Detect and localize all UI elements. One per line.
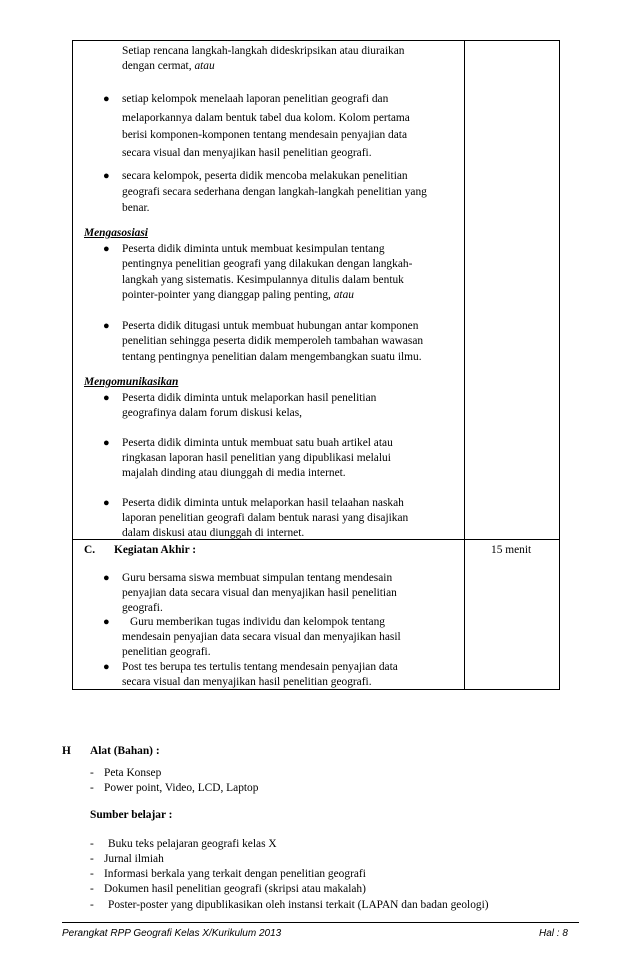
table-text: dalam diskusi atau diunggah di internet.	[122, 527, 305, 539]
dash-marker: -	[90, 853, 94, 865]
table-text: berisi komponen-komponen tentang mendesain penyajian data	[122, 129, 407, 141]
footer-title: Perangkat RPP Geografi Kelas X/Kurikulum 2013	[62, 928, 282, 939]
list-item: Buku teks pelajaran geografi kelas X	[108, 838, 277, 850]
bullet-icon: ●	[103, 572, 110, 584]
duration-label: 15 menit	[491, 544, 532, 556]
dash-marker: -	[90, 868, 94, 880]
table-text: Peserta didik diminta untuk melaporkan hasil penelitian	[122, 392, 377, 404]
list-item: Jurnal ilmiah	[104, 853, 164, 865]
table-text: geografinya dalam forum diskusi kelas,	[122, 407, 302, 419]
section-title-alat: Alat (Bahan) :	[90, 745, 160, 757]
table-text: mendesain penyajian data secara visual dan menyajikan hasil	[122, 631, 401, 643]
table-text: penyajian data secara visual dan menyajikan hasil penelitian	[122, 587, 397, 599]
table-text: pointer-pointer yang dianggap paling penting, atau	[122, 289, 354, 301]
list-item: Power point, Video, LCD, Laptop	[104, 782, 259, 794]
dash-marker: -	[90, 767, 94, 779]
section-letter-c: C.	[84, 544, 96, 556]
table-text: melaporkannya dalam bentuk tabel dua kolom. Kolom pertama	[122, 112, 410, 124]
bullet-icon: ●	[103, 320, 110, 332]
bullet-icon: ●	[103, 661, 110, 673]
table-text: secara visual dan menyajikan hasil penelitian geografi.	[122, 147, 372, 159]
page-number: Hal : 8	[539, 928, 568, 939]
table-text: Setiap rencana langkah-langkah dideskripsikan atau diuraikan	[122, 45, 405, 57]
dash-marker: -	[90, 782, 94, 794]
dash-marker: -	[90, 838, 94, 850]
list-item: Peta Konsep	[104, 767, 162, 779]
bullet-icon: ●	[103, 243, 110, 255]
section-title-sumber: Sumber belajar :	[90, 809, 173, 821]
table-column-divider	[464, 40, 465, 690]
table-text: secara kelompok, peserta didik mencoba melakukan penelitian	[122, 170, 408, 182]
bullet-icon: ●	[103, 392, 110, 404]
table-text: Peserta didik diminta untuk membuat satu buah artikel atau	[122, 437, 393, 449]
table-text: langkah yang sistematis. Kesimpulannya ditulis dalam bentuk	[122, 274, 404, 286]
bullet-icon: ●	[103, 437, 110, 449]
table-text: majalah dinding atau diunggah di media internet.	[122, 467, 346, 479]
table-text: setiap kelompok menelaah laporan penelitian geografi dan	[122, 93, 389, 105]
list-item: Poster-poster yang dipublikasikan oleh instansi terkait (LAPAN dan badan geologi)	[108, 899, 489, 911]
bullet-icon: ●	[103, 170, 110, 182]
table-text: Guru bersama siswa membuat simpulan tentang mendesain	[122, 572, 393, 584]
table-text: benar.	[122, 202, 150, 214]
dash-marker: -	[90, 883, 94, 895]
table-text: geografi secara sederhana dengan langkah-langkah penelitian yang	[122, 186, 427, 198]
bullet-icon: ●	[103, 93, 110, 105]
list-item: Dokumen hasil penelitian geografi (skripsi atau makalah)	[104, 883, 366, 895]
section-letter-h: H	[62, 745, 71, 757]
table-text: Guru memberikan tugas individu dan kelompok tentang	[130, 616, 385, 628]
table-text: laporan penelitian geografi dalam bentuk narasi yang disajikan	[122, 512, 409, 524]
table-text: secara visual dan menyajikan hasil penelitian geografi.	[122, 676, 372, 688]
table-text: penelitian geografi.	[122, 646, 211, 658]
dash-marker: -	[90, 899, 94, 911]
section-heading-mengomunikasikan: Mengomunikasikan	[84, 376, 179, 388]
table-text: dengan cermat, atau	[122, 60, 215, 72]
section-title-kegiatan-akhir: Kegiatan Akhir :	[114, 544, 197, 556]
bullet-icon: ●	[103, 497, 110, 509]
table-text: Post tes berupa tes tertulis tentang mendesain penyajian data	[122, 661, 398, 673]
table-text: ringkasan laporan hasil penelitian yang dipublikasi melalui	[122, 452, 391, 464]
bullet-icon: ●	[103, 616, 110, 628]
section-heading-mengasosiasi: Mengasosiasi	[84, 227, 148, 239]
footer-divider	[62, 922, 579, 923]
table-text: Peserta didik diminta untuk melaporkan hasil telaahan naskah	[122, 497, 404, 509]
table-text: Peserta didik diminta untuk membuat kesimpulan tentang	[122, 243, 385, 255]
table-text: penelitian sehingga peserta didik memperoleh tambahan wawasan	[122, 335, 424, 347]
table-text: tentang pentingnya penelitian dalam mengembangkan suatu ilmu.	[122, 351, 422, 363]
list-item: Informasi berkala yang terkait dengan penelitian geografi	[104, 868, 366, 880]
table-text: pentingnya penelitian geografi yang dilakukan dengan langkah-	[122, 258, 413, 270]
table-text: geografi.	[122, 602, 163, 614]
table-text: Peserta didik ditugasi untuk membuat hubungan antar komponen	[122, 320, 419, 332]
